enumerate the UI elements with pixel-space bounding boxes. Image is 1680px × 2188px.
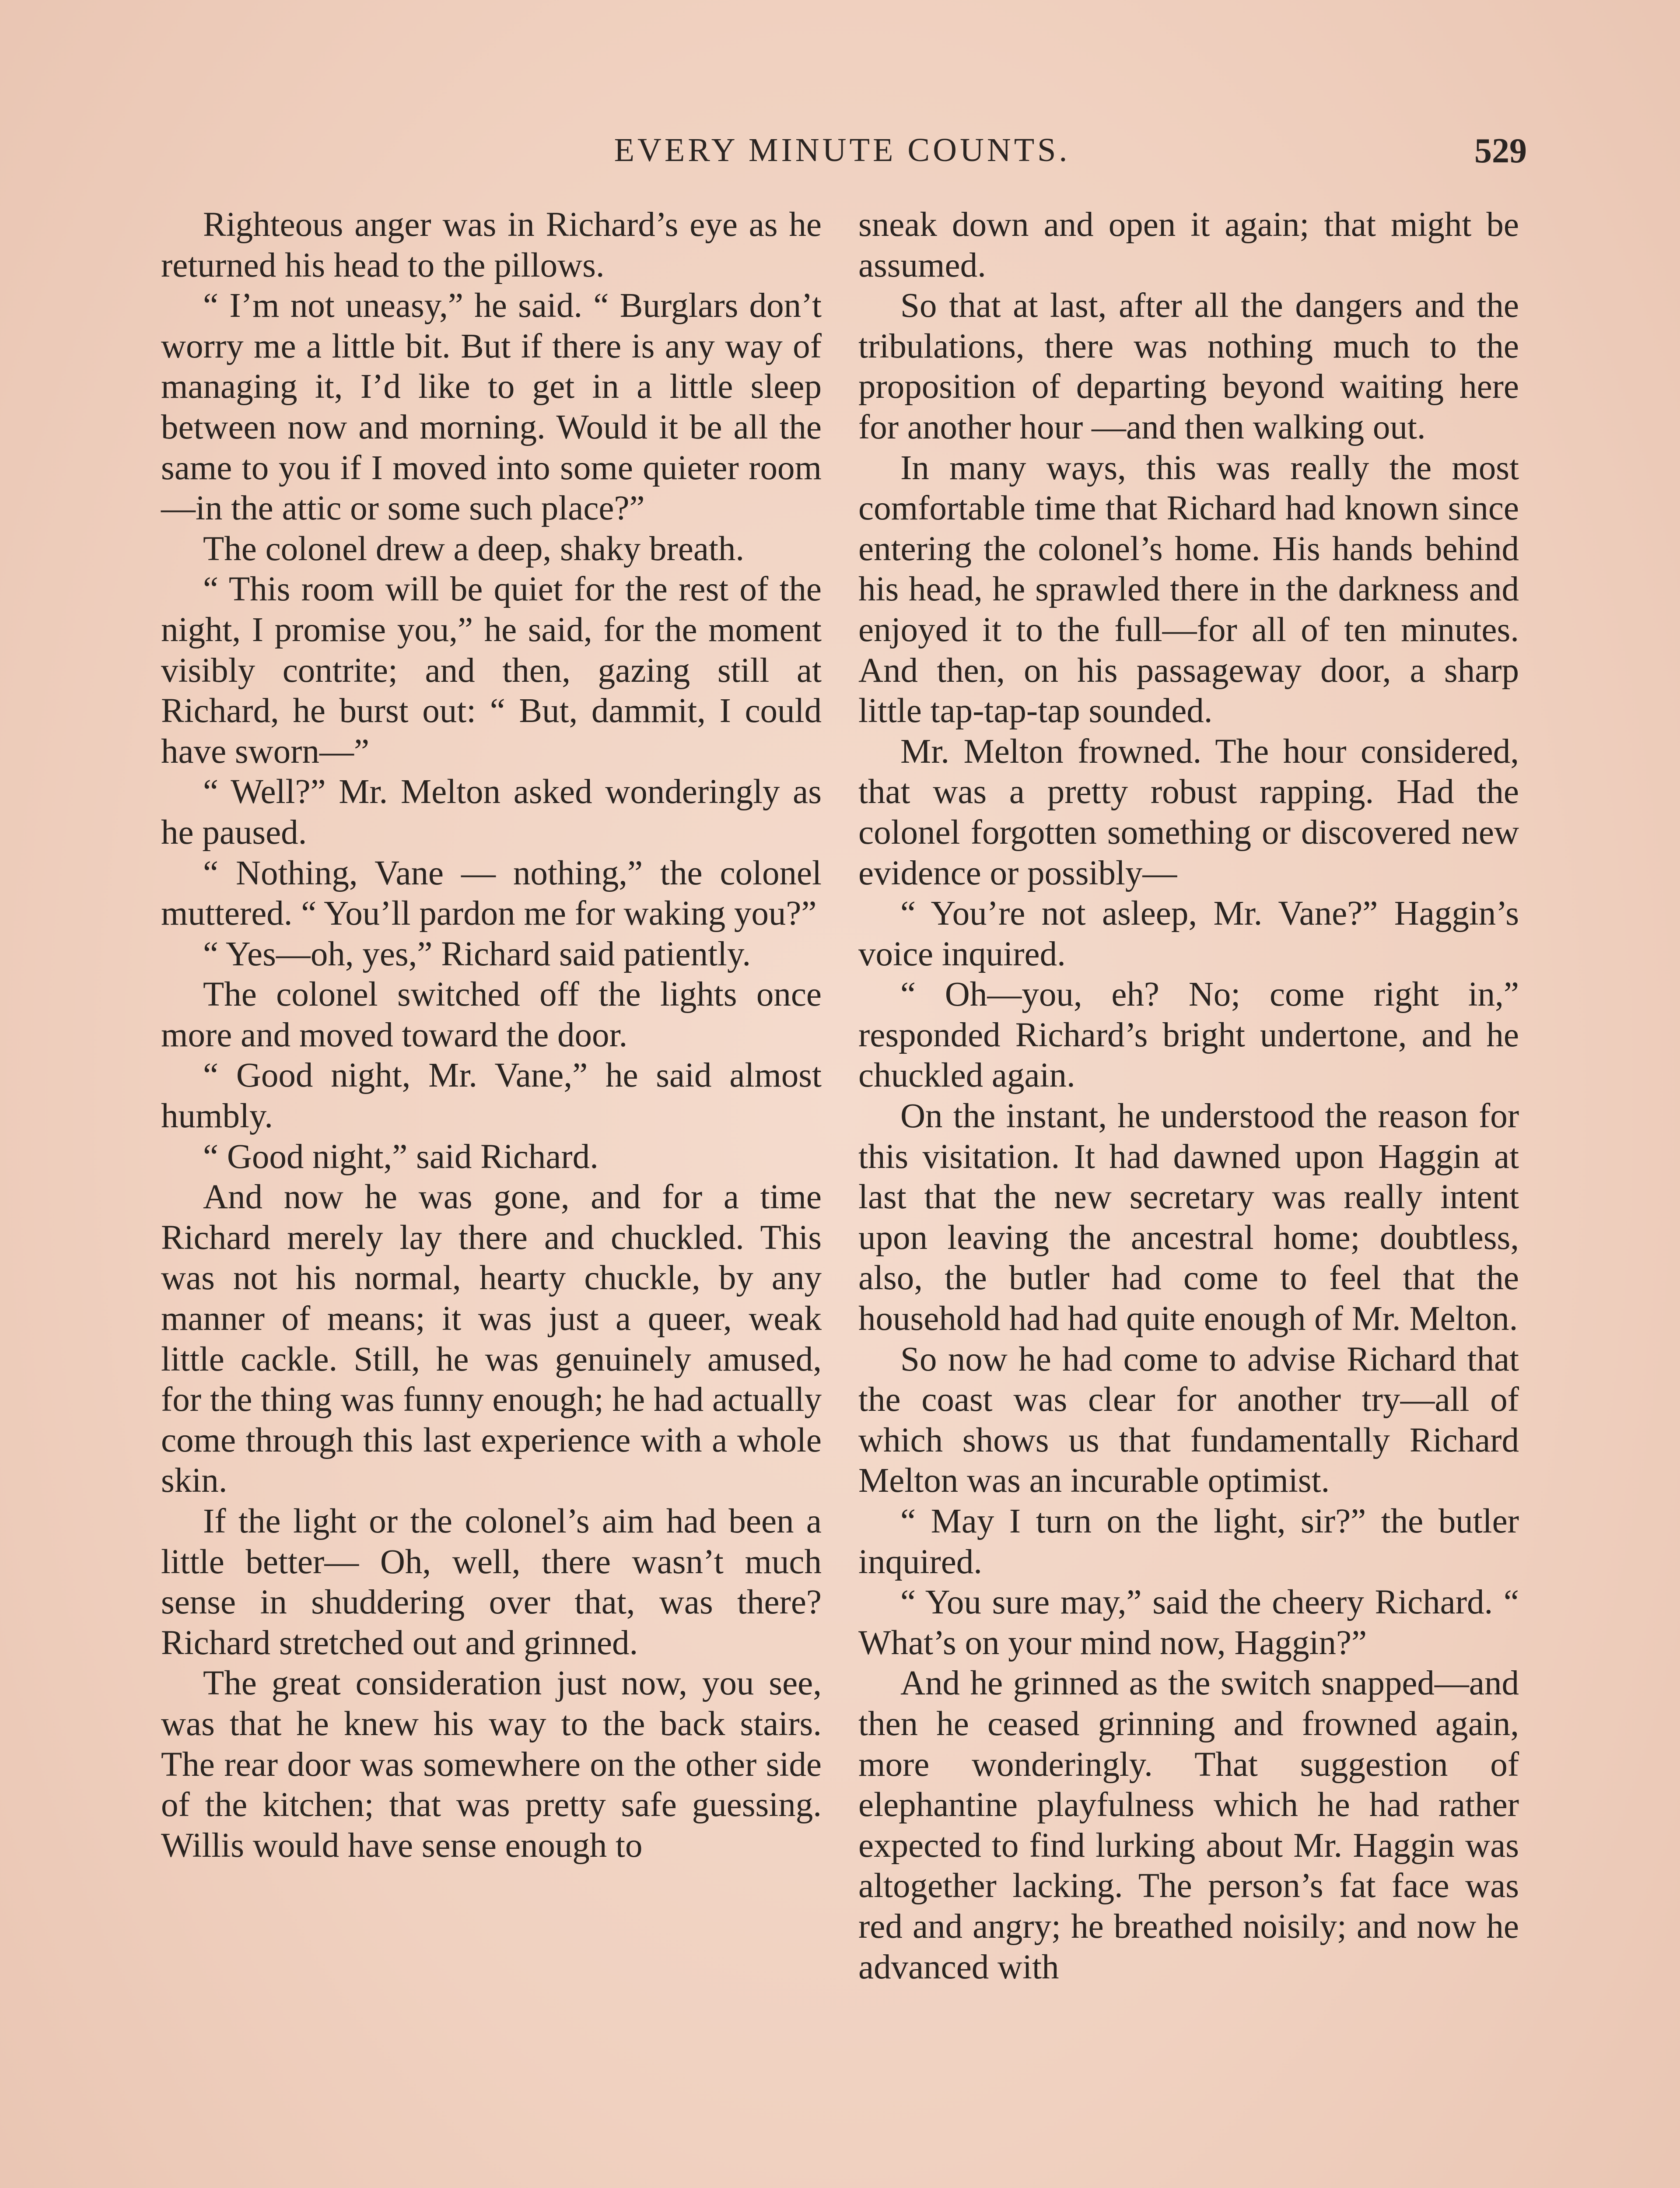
paragraph: “ Yes—oh, yes,” Richard said patiently. (203, 935, 751, 973)
paragraph: “ Good night,” said Richard. (203, 1137, 598, 1176)
paragraph: The colonel switched off the lights once more and moved toward the door. (161, 975, 822, 1054)
right-text-column (858, 205, 1519, 1988)
paragraph: “ Oh—you, eh? No; come right in,” responded Richard’s bright undertone, and he chuckled again. (858, 975, 1519, 1095)
paragraph: “ Good night, Mr. Vane,” he said almost humbly. (161, 1056, 822, 1136)
paragraph: Righteous anger was in Richard’s eye as he returned his head to the pillows. (161, 206, 822, 284)
paragraph: “ You sure may,” said the cheery Richard. “ What’s on your mind now, Haggin?” (858, 1583, 1519, 1662)
paragraph-continued: sneak down and open it again; that might be assumed. (858, 206, 1519, 284)
paragraph: And he grinned as the switch snapped—and then he ceased grinning and frowned again, more wonderingly. That suggestion of elephantine playfulness which he had rather expected to find lurking about Mr. Haggin was altogether lacking. The person’s fat face was red and angry; he breathed noisily; and now he advanced with (858, 1664, 1519, 1986)
paragraph: So now he had come to advise Richard that the coast was clear for another try—all of which shows us that fundamentally Richard Melton was an incurable optimist. (858, 1340, 1519, 1500)
paragraph: “ You’re not asleep, Mr. Vane?” Haggin’s voice inquired. (858, 894, 1519, 973)
paragraph: On the instant, he understood the reason for this visitation. It had dawned upon Haggin at last that the new secretary was really intent upon leaving the ancestral home; doubtless, also, the butler had come to feel that the household had had quite enough of Mr. Melton. (858, 1097, 1519, 1338)
paragraph: Mr. Melton frowned. The hour considered, that was a pretty robust rapping. Had the colonel forgotten something or discovered new evidence or possibly— (858, 732, 1519, 892)
paragraph: The colonel drew a deep, shaky breath. (203, 529, 745, 568)
paragraph: “ Nothing, Vane — nothing,” the colonel muttered. “ You’ll pardon me for waking you?” (161, 854, 822, 933)
paragraph: The great consideration just now, you see, was that he knew his way to the back stairs. The rear door was somewhere on the other side of the kitchen; that was pretty safe guessing. Willis would have sense enough to (161, 1664, 822, 1865)
paragraph: “ Well?” Mr. Melton asked wonderingly as he paused. (161, 773, 822, 852)
paragraph: In many ways, this was really the most comfortable time that Richard had known since entering the colonel’s home. His hands behind his head, he sprawled there in the darkness and enjoyed it to the full—for all of ten minutes. And then, on his passageway door, a sharp little tap-tap-tap sounded. (858, 449, 1519, 730)
left-text-column (161, 205, 822, 1866)
paragraph: And now he was gone, and for a time Richard merely lay there and chuckled. This was not his normal, hearty chuckle, by any manner of means; it was just a queer, weak little cackle. Still, he was genuinely amused, for the thing was funny enough; he had actually come through this last experience with a whole skin. (161, 1178, 822, 1500)
paragraph: “ I’m not uneasy,” he said. “ Burglars don’t worry me a little bit. But if there is any way of managing it, I’d like to get in a little sleep between now and morning. Would it be all the same to you if I moved into some quieter room—in the attic or some such place?” (161, 287, 822, 528)
paragraph: So that at last, after all the dangers and the tribulations, there was nothing much to the proposition of departing beyond waiting here for another hour —and then walking out. (858, 287, 1519, 446)
running-head: EVERY MINUTE COUNTS. (614, 132, 1071, 168)
paragraph: “ May I turn on the light, sir?” the butler inquired. (858, 1502, 1519, 1581)
paragraph: “ This room will be quiet for the rest of the night, I promise you,” he said, for the moment visibly contrite; and then, gazing still at Richard, he burst out: “ But, dammit, I could have sworn—” (161, 570, 822, 771)
page-number: 529 (1474, 132, 1527, 170)
page-header (158, 131, 1527, 179)
paragraph: If the light or the colonel’s aim had been a little better— Oh, well, there wasn’t much sense in shuddering over that, was there? Richard stretched out and grinned. (161, 1502, 822, 1662)
